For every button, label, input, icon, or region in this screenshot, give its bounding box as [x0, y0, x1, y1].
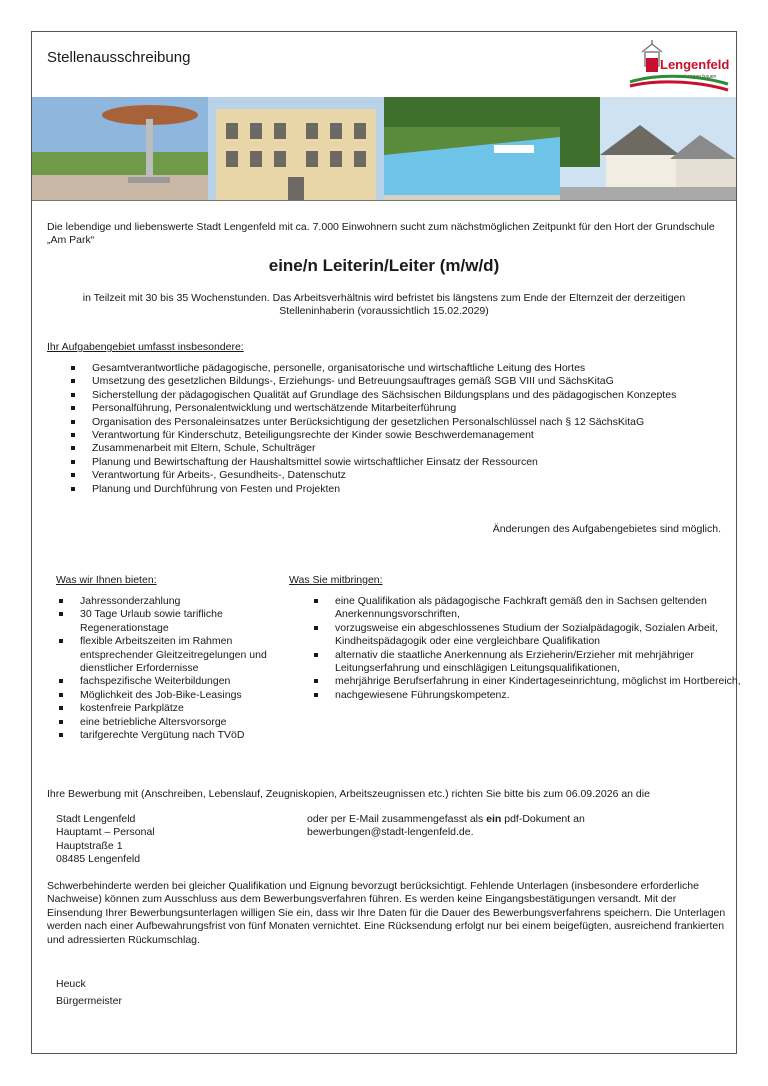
list-item: Personalführung, Personalentwicklung und wertschätzende Mitarbeiterführung [68, 402, 708, 415]
list-item: Organisation des Personaleinsatzes unter Berücksichtigung der gesetzlichen Personalschlüssel nach § 12 SächsKitaG [68, 416, 708, 429]
photo-strip [32, 97, 736, 200]
list-item: Gesamtverantwortliche pädagogische, personelle, organisatorische und wirtschaftliche Leitung des Hortes [68, 362, 708, 375]
list-item: Sicherstellung der pädagogischen Qualität auf Grundlage des Sächsischen Bildungsplans und des pädagogischen Konzeptes [68, 389, 708, 402]
closing-text: Schwerbehinderte werden bei gleicher Qualifikation und Eignung bevorzugt berücksichtigt. Fehlende Unterlagen (insbesondere erforderliche Nachweise) können zum Ausschluss aus dem Bewerbungsverfahren führen. Es werden keine Eingangsbestätigungen versandt. Mit der Einsendung Ihrer Bewerbungsunterlagen willigen Sie ein, dass wir Ihre Daten für die Dauer des Bewerbungsverfahrens speichern. Die Unterlagen werden nach einer Aufbewahrungsfrist von fünf Monaten vernichtet. Eine Rücksendung erfolgt nur bei einem beigefügten, ausreichend frankierten und adressierten Rückumschlag. [47, 880, 726, 946]
photo-town-hall [208, 97, 384, 200]
requirements-list [289, 595, 751, 702]
logo-text: Lengenfeld [660, 57, 730, 72]
job-title: eine/n Leiterin/Leiter (m/w/d) [268, 256, 500, 275]
list-item: Jahressonderzahlung [56, 595, 296, 608]
list-item: vorzugsweise ein abgeschlossenes Studium der Sozialpädagogik, Sozialen Arbeit, Kindheitspädagogik oder eine vergleichbare Qualifikation [311, 622, 751, 649]
tasks-heading: Ihr Aufgabengebiet umfasst insbesondere: [47, 341, 244, 353]
address-line: Hauptamt – Personal [56, 826, 155, 839]
list-item: Möglichkeit des Job-Bike-Leasings [56, 689, 296, 702]
list-item: kostenfreie Parkplätze [56, 702, 296, 715]
address-line: Hauptstraße 1 [56, 839, 123, 852]
photo-pavilion [32, 97, 208, 200]
offer-list [56, 595, 296, 742]
photo-outdoor-pool [384, 97, 560, 200]
list-item: Verantwortung für Arbeits-, Gesundheits-, Datenschutz [68, 469, 708, 482]
list-item: Planung und Bewirtschaftung der Haushaltsmittel sowie wirtschaftlicher Einsatz der Ressourcen [68, 456, 708, 469]
list-item: eine betriebliche Altersvorsorge [56, 716, 296, 729]
header-divider [32, 200, 736, 201]
list-item: Verantwortung für Kinderschutz, Beteiligungsrechte der Kinder sowie Beschwerdemanagement [68, 429, 708, 442]
address-line: Stadt Lengenfeld [56, 813, 136, 825]
address-line: 08485 Lengenfeld [56, 853, 141, 866]
signature-block [56, 978, 122, 1013]
offer-heading: Was wir Ihnen bieten: [56, 574, 157, 586]
list-item: Planung und Durchführung von Festen und Projekten [68, 483, 708, 496]
tasks-note: Änderungen des Aufgabengebietes sind möglich. [492, 523, 721, 535]
list-item: flexible Arbeitszeiten im Rahmen entsprechender Gleitzeitregelungen und dienstlicher Erfordernisse [56, 635, 296, 675]
page-title: Stellenausschreibung [47, 49, 191, 66]
list-item: fachspezifische Weiterbildungen [56, 675, 296, 688]
requirements-heading: Was Sie mitbringen: [289, 574, 383, 586]
signatory-name: Heuck [56, 978, 86, 990]
postal-address [56, 813, 155, 867]
email-emphasis: ein [486, 813, 502, 825]
signatory-role: Bürgermeister [56, 995, 122, 1008]
logo-tagline: am Lengen bauen [676, 74, 717, 80]
town-logo [624, 38, 732, 94]
list-item: tarifgerechte Vergütung nach TVöD [56, 729, 296, 742]
email-address[interactable]: bewerbungen@stadt-lengenfeld.de. [307, 826, 474, 839]
list-item: alternativ die staatliche Anerkennung als Erzieherin/Erzieher mit mehrjähriger Leitungserfahrung und einschlägigen Leitungsqualifikationen, [311, 649, 751, 676]
list-item: Zusammenarbeit mit Eltern, Schule, Schulträger [68, 442, 708, 455]
tasks-list [68, 362, 708, 496]
employment-terms: in Teilzeit mit 30 bis 35 Wochenstunden. Das Arbeitsverhältnis wird befristet bis längstens zum Ende der Elternzeit der derzeitigen Stelleninhaberin (voraussichtlich 15.02.2029) [82, 292, 686, 318]
email-suffix: pdf-Dokument an [501, 813, 585, 825]
list-item: nachgewiesene Führungskompetenz. [311, 689, 751, 702]
list-item: Umsetzung des gesetzlichen Bildungs-, Erziehungs- und Betreuungsauftrages gemäß SGB VIII und SächsKitaG [68, 375, 708, 388]
list-item: mehrjährige Berufserfahrung in einer Kindertageseinrichtung, möglichst im Hortbereich, [311, 675, 751, 688]
email-prefix: oder per E-Mail zusammengefasst als [307, 813, 487, 825]
photo-town-street [560, 97, 736, 200]
list-item: eine Qualifikation als pädagogische Fachkraft gemäß den in Sachsen geltenden Anerkennungsvorschriften, [311, 595, 751, 622]
intro-text: Die lebendige und liebenswerte Stadt Lengenfeld mit ca. 7.000 Einwohnern sucht zum nächstmöglichen Zeitpunkt für den Hort der Grundschule „Am Park“ [47, 221, 715, 247]
email-instructions [307, 813, 727, 840]
application-text: Ihre Bewerbung mit (Anschreiben, Lebenslauf, Zeugniskopien, Arbeitszeugnissen etc.) richten Sie bitte bis zum 06.09.2026 an die [47, 788, 650, 800]
list-item: 30 Tage Urlaub sowie tarifliche Regenerationstage [56, 608, 296, 635]
